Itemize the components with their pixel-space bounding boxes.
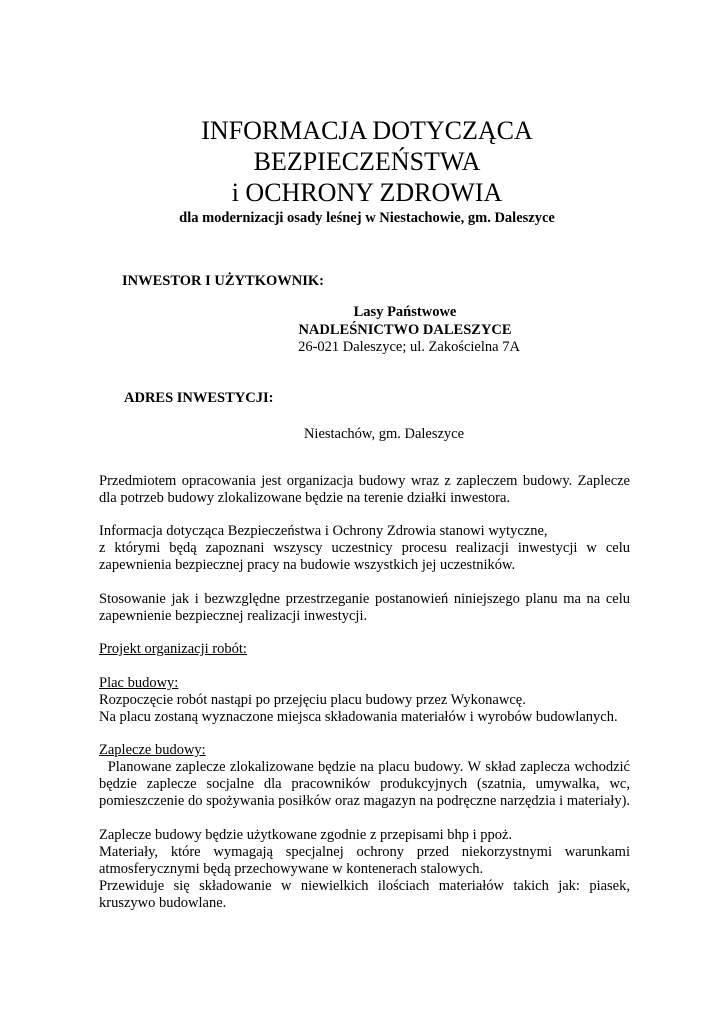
text-line: z którymi będą zapoznani wszyscy uczestnicy procesu realizacji inwestycji w celu — [99, 540, 630, 556]
paragraph-bioz — [99, 523, 630, 574]
text-line: kruszywo budowlane. — [99, 895, 227, 911]
site-value: Niestachów, gm. Daleszyce — [303, 426, 465, 442]
investor-label: INWESTOR I UŻYTKOWNIK: — [122, 273, 324, 289]
paragraph-subject — [99, 473, 630, 507]
text-line: Zaplecze budowy będzie użytkowane zgodnie z przepisami bhp i ppoż. — [99, 827, 513, 843]
title-line-3: i OCHRONY ZDROWIA — [231, 178, 503, 207]
investor-office: NADLEŚNICTWO DALESZYCE — [298, 322, 512, 338]
text-line: dla potrzeb budowy zlokalizowane będzie na terenie działki inwestora. — [99, 490, 511, 506]
zaplecze-heading: Zaplecze budowy: — [99, 742, 206, 758]
plac-heading: Plac budowy: — [99, 675, 179, 691]
text-line: zapewnienia bezpiecznej pracy na budowie wszystkich jej uczestników. — [99, 557, 516, 573]
text-line: Stosowanie jak i bezwzględne przestrzeganie postanowień niniejszego planu ma na celu — [99, 591, 630, 607]
investor-address: 26-021 Daleszyce; ul. Zakościelna 7A — [298, 339, 520, 355]
text-line: zapewnienie bezpiecznej realizacji inwestycji. — [99, 608, 368, 624]
text-line: Na placu zostaną wyznaczone miejsca składowania materiałów i wyrobów budowlanych. — [99, 709, 618, 725]
text-line: Przedmiotem opracowania jest organizacja budowy wraz z zapleczem budowy. Zaplecze — [99, 473, 630, 489]
text-line: będzie zaplecze socjalne dla pracowników produkcyjnych (szatnia, umywalka, wc, — [99, 776, 630, 792]
title-line-1: INFORMACJA DOTYCZĄCA — [201, 116, 533, 145]
plac-paragraph — [99, 692, 630, 726]
text-line: Rozpoczęcie robót nastąpi po przejęciu placu budowy przez Wykonawcę. — [99, 692, 526, 708]
final-paragraph — [99, 827, 630, 912]
title-line-2: BEZPIECZEŃSTWA — [253, 147, 481, 176]
text-line: Informacja dotycząca Bezpieczeństwa i Ochrony Zdrowia stanowi wytyczne, — [99, 523, 548, 539]
paragraph-compliance — [99, 591, 630, 625]
text-line: Przewiduje się składowanie w niewielkich ilościach materiałów takich jak: piasek, — [99, 878, 630, 894]
text-line: Materiały, które wymagają specjalnej ochrony przed niekorzystnymi warunkami — [99, 844, 630, 860]
zaplecze-paragraph — [99, 759, 630, 810]
site-label: ADRES INWESTYCJI: — [124, 390, 274, 406]
investor-name: Lasy Państwowe — [353, 304, 457, 320]
text-line: Planowane zaplecze zlokalizowane będzie na placu budowy. W skład zaplecza wchodzić — [99, 759, 630, 775]
text-line: atmosferycznymi będą przechowywane w kontenerach stalowych. — [99, 861, 484, 877]
project-heading: Projekt organizacji robót: — [99, 641, 247, 657]
text-line: pomieszczenie do spożywania posiłków oraz magazyn na podręczne narzędzia i materiały). — [99, 793, 631, 809]
subtitle: dla modernizacji osady leśnej w Niestachowie, gm. Daleszyce — [179, 210, 555, 226]
